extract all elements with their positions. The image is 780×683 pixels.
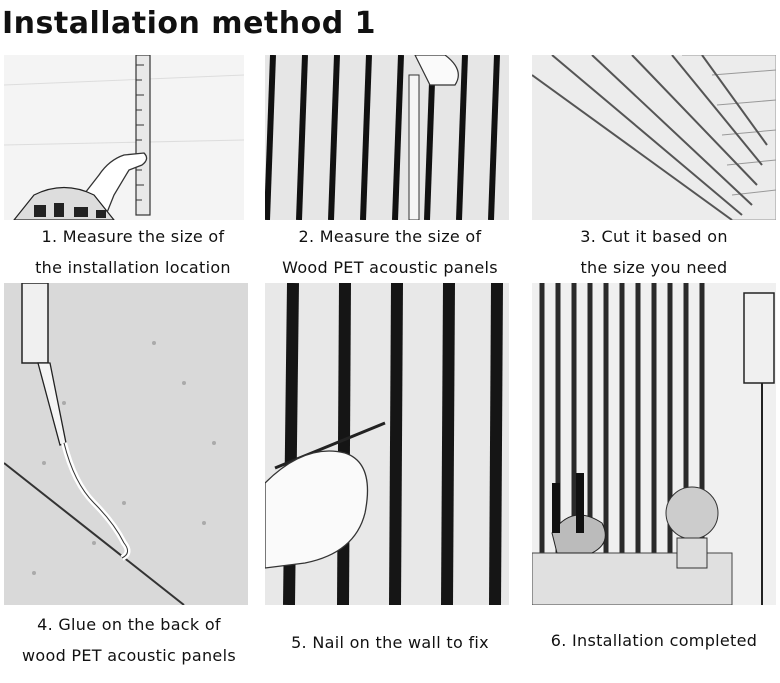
step-caption-line: the installation location — [35, 258, 231, 277]
measure-wall-illustration — [4, 55, 244, 220]
step-caption-line: 5. Nail on the wall to fix — [291, 633, 489, 652]
cut-panel-illustration — [532, 55, 776, 220]
nail-illustration — [265, 283, 509, 605]
step-caption — [532, 221, 776, 283]
step-caption-line: 4. Glue on the back of — [37, 615, 221, 634]
step-caption — [532, 625, 776, 656]
step-caption-line: the size you need — [580, 258, 728, 277]
step-caption-line: 3. Cut it based on — [580, 227, 728, 246]
step-caption — [262, 221, 518, 283]
step-caption — [4, 221, 262, 283]
completed-wall-illustration — [532, 283, 776, 605]
measure-panel-illustration — [265, 55, 509, 220]
step-caption-line: 6. Installation completed — [550, 631, 758, 650]
step-caption — [0, 609, 258, 671]
step-caption-line: Wood PET acoustic panels — [282, 258, 498, 277]
step-caption-line: wood PET acoustic panels — [22, 646, 236, 665]
glue-illustration — [4, 283, 248, 605]
step-caption-line: 2. Measure the size of — [298, 227, 482, 246]
step-caption — [262, 627, 518, 658]
step-caption-line: 1. Measure the size of — [41, 227, 225, 246]
page-title: Installation method 1 — [2, 6, 377, 41]
